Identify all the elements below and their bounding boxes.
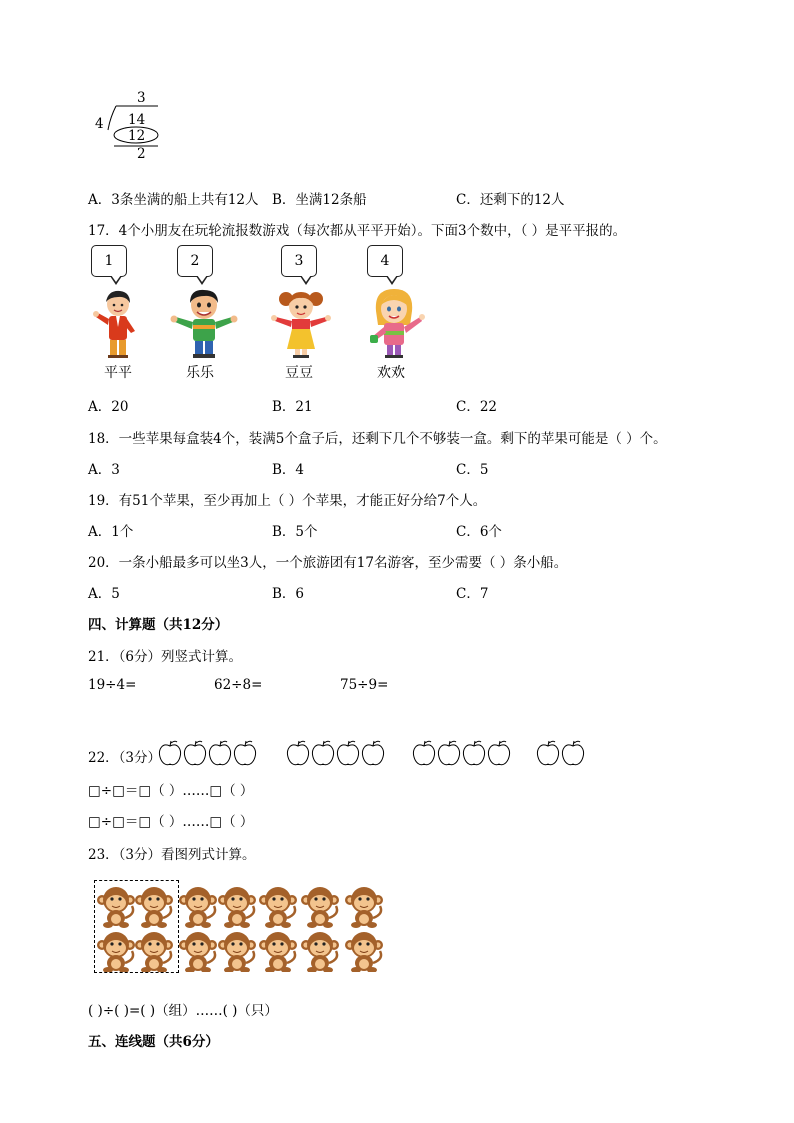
bubble-number: 3 bbox=[294, 253, 304, 269]
q18-option-c[interactable]: C．5 bbox=[456, 462, 489, 478]
q19-option-b[interactable]: B．5个 bbox=[272, 524, 318, 540]
division-quotient: 3 bbox=[137, 90, 146, 106]
division-divisor: 4 bbox=[95, 116, 104, 132]
q21-expr-1: 19÷4= bbox=[88, 677, 137, 693]
q17-option-a[interactable]: A．20 bbox=[88, 399, 129, 415]
q17-option-b[interactable]: B．21 bbox=[272, 399, 313, 415]
apple-group-1-icon bbox=[158, 739, 260, 767]
kid-name-lele: 乐乐 bbox=[186, 365, 214, 381]
q16-option-b[interactable]: B．坐满12条船 bbox=[272, 192, 367, 208]
q20-option-c[interactable]: C．7 bbox=[456, 586, 489, 602]
division-remainder: 2 bbox=[137, 146, 146, 162]
monkeys-icon bbox=[96, 884, 386, 972]
girl-doudou-icon bbox=[268, 287, 334, 359]
girl-huanhuan-icon bbox=[360, 287, 428, 359]
q22-answer-line-1[interactable]: □÷□＝□（ ）……□（ ） bbox=[88, 783, 254, 799]
q17-question: 17．4个小朋友在玩轮流报数游戏（每次都从平平开始）。下面3个数中，（ ）是平平报的。 bbox=[88, 223, 627, 239]
q21-question: 21．（6分）列竖式计算。 bbox=[88, 649, 243, 665]
division-product: 12 bbox=[128, 128, 146, 144]
q18-option-a[interactable]: A．3 bbox=[88, 462, 120, 478]
q22-answer-line-2[interactable]: □÷□＝□（ ）……□（ ） bbox=[88, 814, 254, 830]
bubble-tail bbox=[111, 275, 121, 282]
kid-name-doudou: 豆豆 bbox=[285, 365, 313, 381]
bubble-4 bbox=[367, 245, 403, 277]
q19-option-a[interactable]: A．1个 bbox=[88, 524, 134, 540]
q20-question: 20．一条小船最多可以坐3人，一个旅游团有17名游客，至少需要（ ）条小船。 bbox=[88, 555, 568, 571]
section-5-heading: 五、连线题（共6分） bbox=[88, 1034, 219, 1050]
q16-option-a[interactable]: A．3条坐满的船上共有12人 bbox=[88, 192, 259, 208]
bubble-1 bbox=[91, 245, 127, 277]
q21-expr-2: 62÷8= bbox=[214, 677, 263, 693]
bubble-tail bbox=[387, 275, 397, 282]
kid-name-huanhuan: 欢欢 bbox=[377, 365, 405, 381]
boy-lele-icon bbox=[168, 287, 240, 359]
q20-option-b[interactable]: B．6 bbox=[272, 586, 305, 602]
bubble-2 bbox=[177, 245, 213, 277]
q18-option-b[interactable]: B．4 bbox=[272, 462, 305, 478]
q17-option-c[interactable]: C．22 bbox=[456, 399, 498, 415]
q20-option-a[interactable]: A．5 bbox=[88, 586, 120, 602]
apple-group-2-icon bbox=[286, 739, 388, 767]
bubble-tail bbox=[197, 275, 207, 282]
boy-pingping-icon bbox=[90, 287, 142, 359]
q16-option-c[interactable]: C．还剩下的12人 bbox=[456, 192, 565, 208]
bubble-number: 4 bbox=[380, 253, 390, 269]
apple-group-3-icon bbox=[412, 739, 514, 767]
section-4-heading: 四、计算题（共12分） bbox=[88, 617, 229, 633]
q23-question: 23．（3分）看图列式计算。 bbox=[88, 847, 256, 863]
bubble-number: 1 bbox=[104, 253, 114, 269]
bubble-tail bbox=[301, 275, 311, 282]
bubble-number: 2 bbox=[190, 253, 200, 269]
q23-answer-line[interactable]: ( )÷( )=( )（组）……( )（只） bbox=[88, 1003, 278, 1019]
q21-expr-3: 75÷9= bbox=[340, 677, 389, 693]
q22-label: 22．（3分） bbox=[88, 750, 162, 766]
apple-group-4-icon bbox=[536, 739, 588, 767]
q18-question: 18．一些苹果每盒装4个，装满5个盒子后，还剩下几个不够装一盒。剩下的苹果可能是（ ）个。 bbox=[88, 431, 667, 447]
bubble-3 bbox=[281, 245, 317, 277]
q19-question: 19．有51个苹果，至少再加上（ ）个苹果，才能正好分给7个人。 bbox=[88, 493, 487, 509]
q19-option-c[interactable]: C．6个 bbox=[456, 524, 502, 540]
division-dividend: 14 bbox=[128, 112, 146, 128]
kid-name-pingping: 平平 bbox=[104, 365, 132, 381]
